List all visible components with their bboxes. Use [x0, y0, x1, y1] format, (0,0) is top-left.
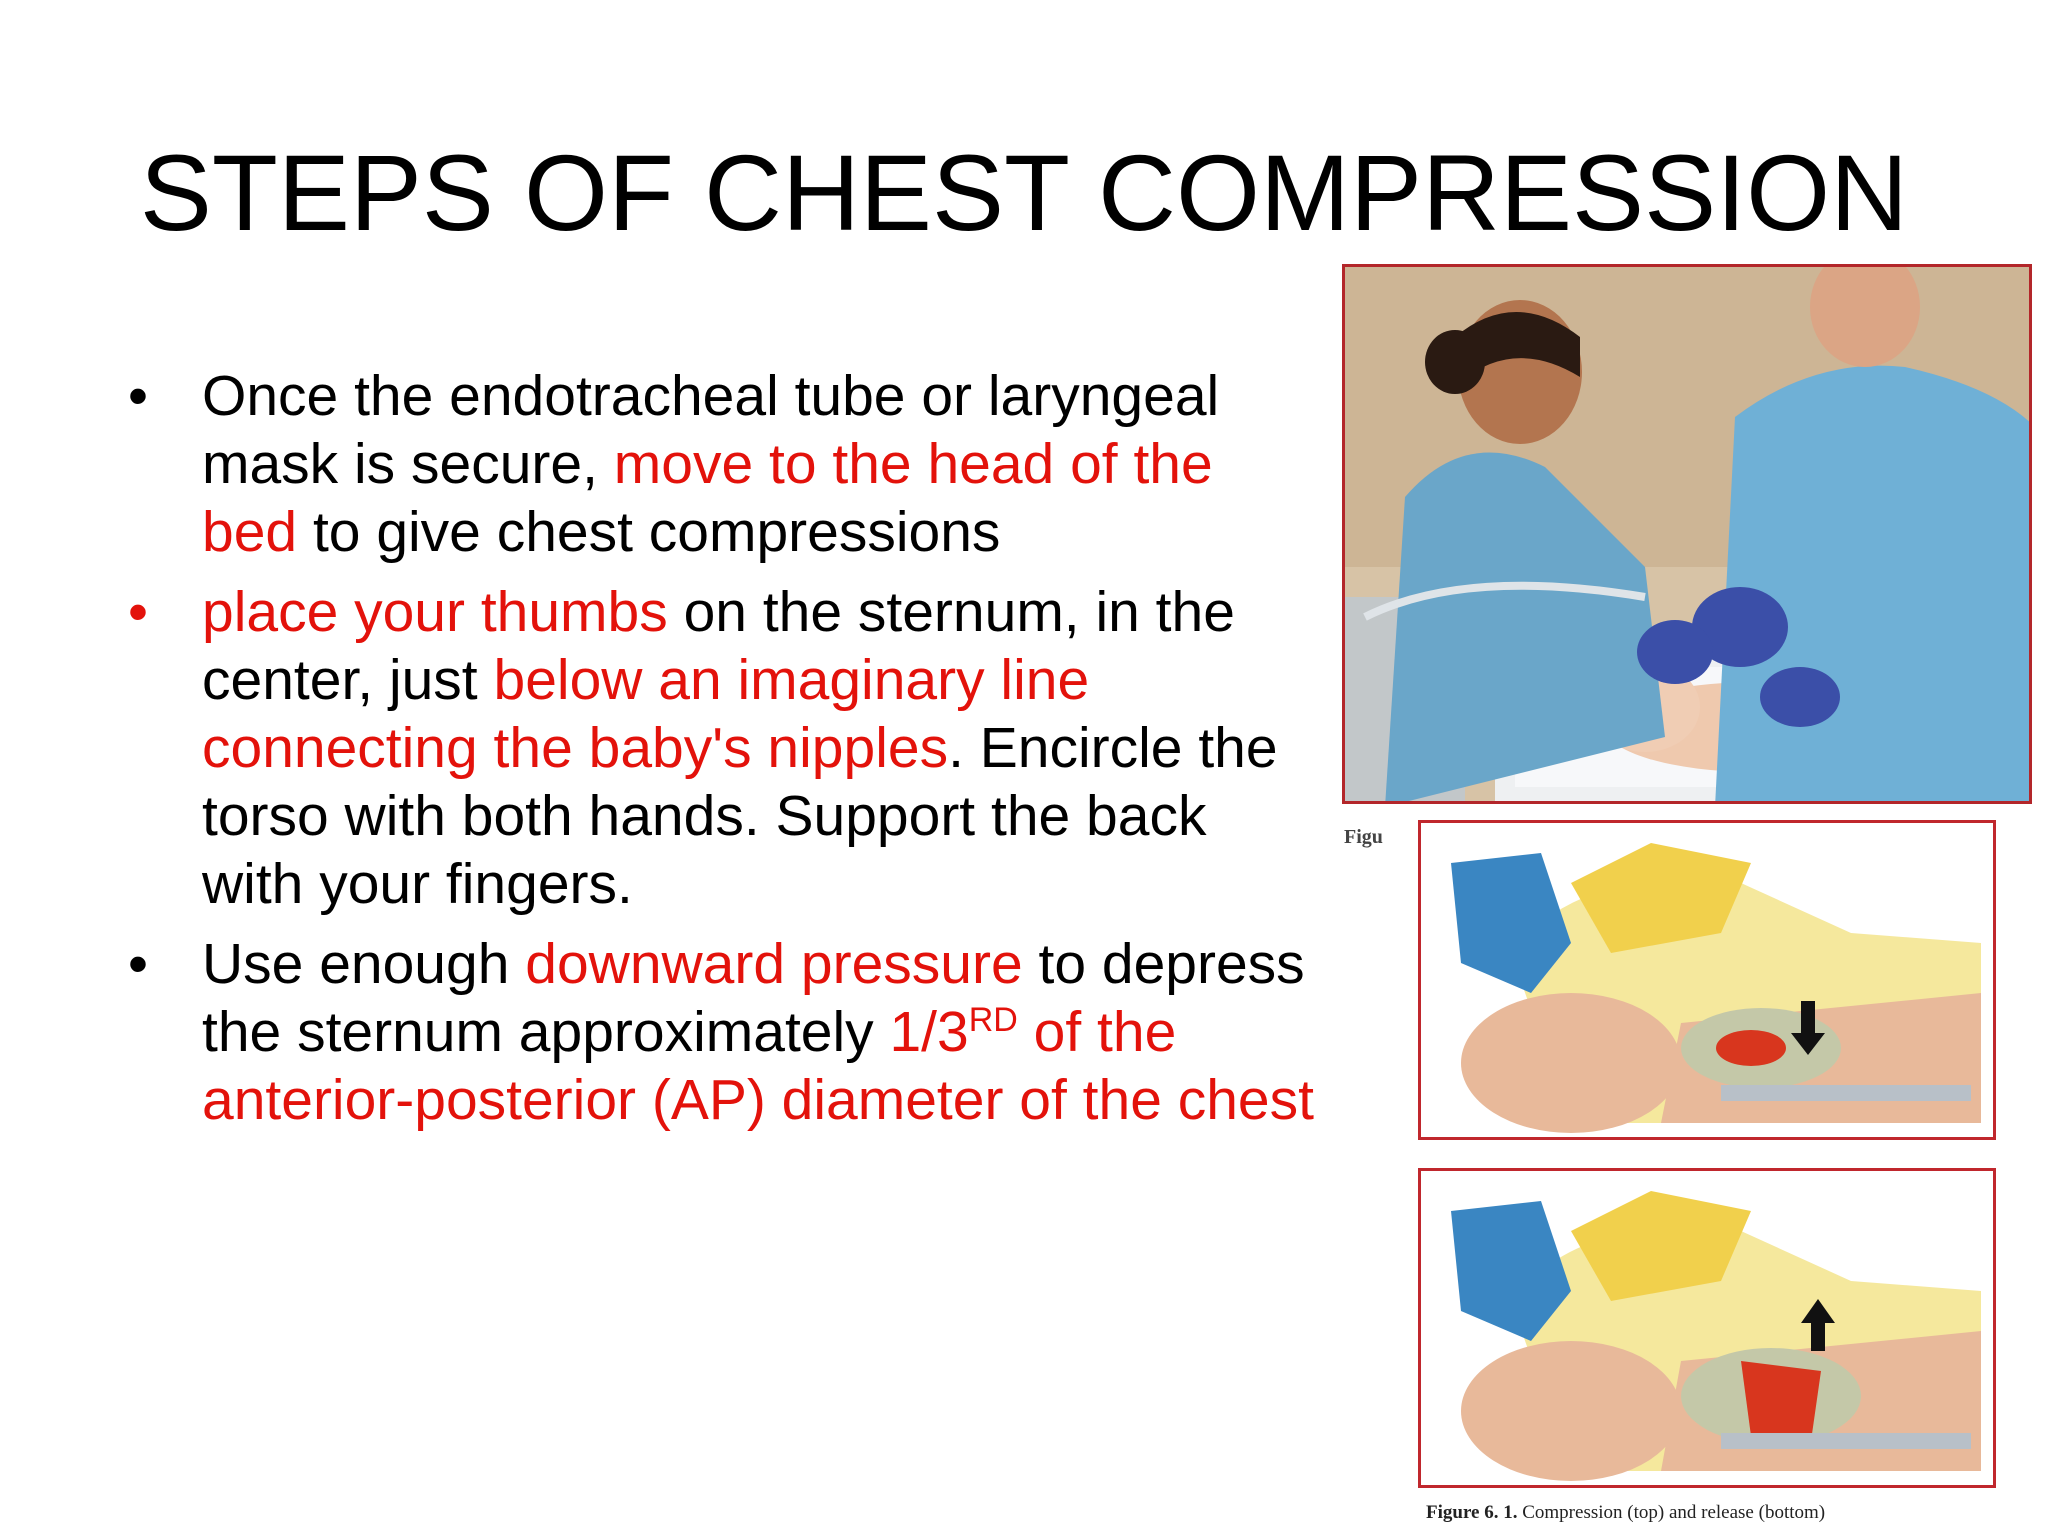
- text-run-highlight: place your thumbs: [202, 580, 668, 644]
- text-run: Once the endotracheal tube or laryngeal mask is secure,: [202, 364, 1220, 496]
- caption-text: Compression (top) and release (bottom): [1522, 1502, 1826, 1523]
- bullet-dot-icon: •: [128, 364, 148, 428]
- text-run-highlight: below an imaginary line connecting the baby's nipples: [202, 648, 1090, 780]
- text-run-highlight: move to the head of the bed: [202, 432, 1213, 564]
- caption-label: Figure 6. 1.: [1426, 1502, 1518, 1523]
- figure-fragment: Figu: [1344, 826, 1383, 848]
- bullet-item: [118, 362, 1318, 566]
- text-run: to depress the sternum approximately: [202, 932, 1305, 1064]
- bullet-list: [118, 362, 1318, 1146]
- text-run-highlight: downward pressure: [525, 932, 1023, 996]
- text-run: to give chest compressions: [297, 500, 1001, 564]
- compression-illustration: [1421, 823, 1996, 1140]
- bullet-text: [202, 364, 1219, 564]
- figure-caption: [1426, 1502, 2026, 1524]
- bullet-text: [202, 580, 1278, 916]
- text-run: Use enough: [202, 932, 526, 996]
- slide-title: STEPS OF CHEST COMPRESSION: [139, 132, 1909, 253]
- bullet-dot-icon: •: [128, 580, 148, 644]
- text-run: . Encircle the torso with both hands. Support the back with your fingers.: [202, 716, 1278, 916]
- compression-diagram: [1418, 820, 1996, 1140]
- bullet-item: [118, 930, 1318, 1134]
- text-run-highlight: of the anterior-posterior (AP) diameter of the chest: [202, 1000, 1314, 1132]
- clinicians-photo: [1342, 264, 2032, 804]
- release-illustration: [1421, 1171, 1996, 1488]
- bullet-dot-icon: •: [128, 932, 148, 996]
- bullet-item: [118, 578, 1318, 918]
- bullet-text: [202, 932, 1314, 1132]
- photo-illustration: [1345, 267, 2032, 804]
- release-diagram: [1418, 1168, 1996, 1488]
- text-run: on the sternum, in the center, just: [202, 580, 1235, 712]
- superscript: RD: [968, 1001, 1018, 1039]
- text-run-highlight: 1/3: [889, 1000, 969, 1064]
